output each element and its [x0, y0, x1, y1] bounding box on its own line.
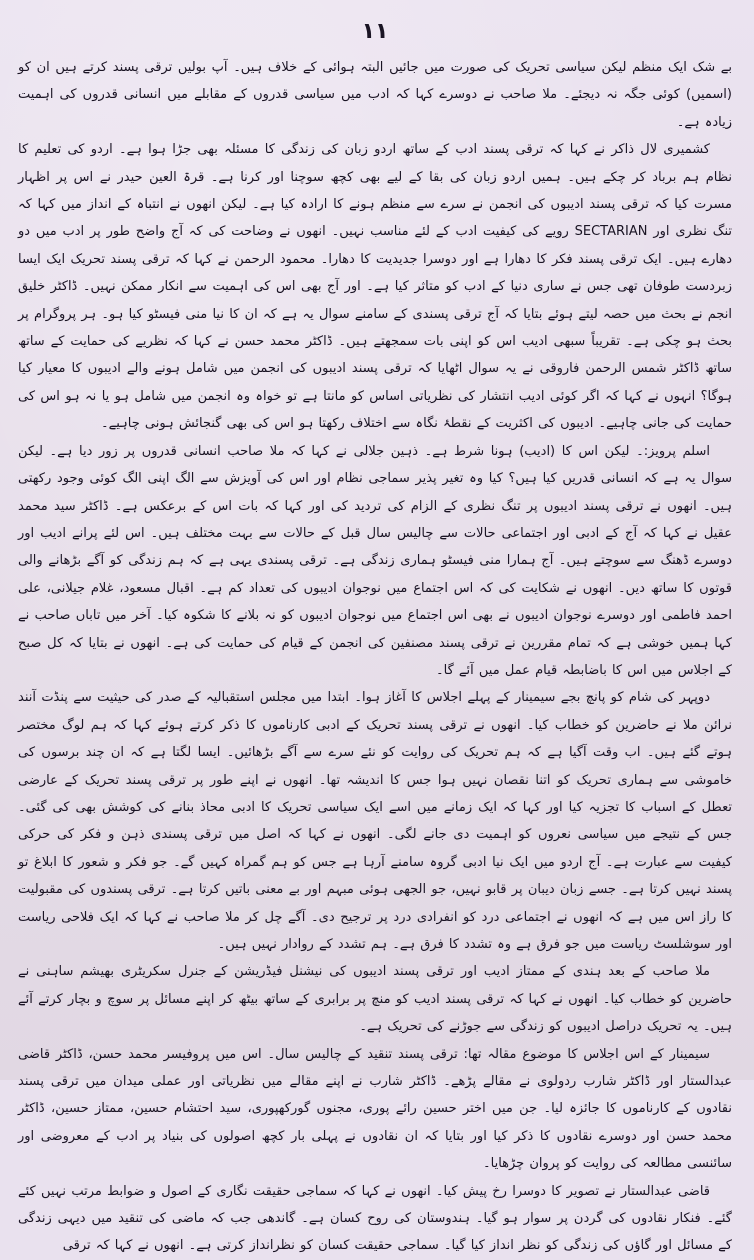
- page-number: ١١: [361, 19, 389, 44]
- paragraph: قاضی عبدالستار نے تصویر کا دوسرا رخ پیش کیا۔ انھوں نے کہا کہ سماجی حقیقت نگاری کے اصول و ضوابط مرتب نہیں کئے گئے۔ فنکار نقادوں کی گردن پر سوار ہو گیا۔ ہندوستان کی روح کسان ہے۔ گاندھی جب کہ ماضی کی تنقید میں دیہی زندگی کے مسائل اور گاؤں کی زندگی کو نظر انداز کیا گیا۔ سماجی حقیقت کسان کو نظرانداز کرتی ہے۔ انھوں نے کہا کہ ترقی: [18, 1183, 732, 1254]
- body-text: [18, 54, 732, 1260]
- paragraph: اسلم پرویز:۔ لیکن اس کا (ادیب) ہونا شرط ہے۔ ذہین جلالی نے کہا کہ ملا صاحب انسانی قدروں پر زور دیا ہے۔ لیکن سوال یہ ہے کہ انسانی قدریں کیا ہیں؟ کیا وہ تغیر پذیر سماجی نظام اور اس کی آویزش سے الگ اپنی الگ کوئی وجود رکھتی ہیں۔ انھوں نے ترقی پسند ادیبوں پر تنگ نظری کے الزام کی تردید کی اور کہا کہ بات اس کے برعکس ہے۔ ڈاکٹر سید محمد عقیل نے کہا کہ آج کے ادبی اور اجتماعی حالات سے چالیس سال قبل کے حالات سے بہت مختلف ہیں۔ اس لئے پرانے ادیب اور دوسرے ڈھنگ سے سوچتے ہیں۔ آج ہمارا منی فیسٹو ہماری زندگی ہے۔ ترقی پسندی یہی ہے کہ ہم زندگی کو آگے بڑھانے والی قوتوں کا ساتھ دیں۔ انھوں نے شکایت کی کہ اس اجتماع میں نوجوان ادیبوں کی تعداد کم ہے۔ اقبال مسعود، غلام جیلانی، علی احمد فاطمی اور دوسرے نوجوان ادیبوں نے بھی اس اجتماع میں نوجوان ادیبوں کو نہ بلانے کا شکوہ کیا۔ آخر میں تاباں صاحب نے کہا ہمیں خوشی ہے کہ تمام مقررین نے ترقی پسند مصنفین کی انجمن کے قیام کی حمایت کی ہے۔ انھوں نے بتایا کہ کل صبح کے اجلاس میں اس کا باضابطہ قیام عمل میں آئے گا۔: [18, 443, 732, 678]
- paragraph: ملا صاحب کے بعد ہندی کے ممتاز ادیب اور ترقی پسند ادیبوں کی نیشنل فیڈریشن کے جنرل سکریٹری بھیشم ساہنی نے حاضرین کو خطاب کیا۔ انھوں نے کہا کہ ترقی پسند ادیب کو منچ پر برابری کے ساتھ بیٹھ کر اپنے مسائل پر سوچ و بچار کرتے آئے ہیں۔ یہ تحریک دراصل ادیبوں کو زندگی سے جوڑنے کی تحریک ہے۔: [18, 964, 732, 1035]
- paragraph: بے شک ایک منظم لیکن سیاسی تحریک کی صورت میں جائیں البتہ ہوائی کے خلاف ہیں۔ آپ بولیں ترقی پسند کرتے ہیں ان کو (اسمیں) کوئی جگہ نہ دیجئے۔ ملا صاحب نے دوسرے کہا کہ ادب میں سیاسی قدروں کے مقابلے میں انسانی قدروں کی اہمیت زیادہ ہے۔: [18, 60, 732, 130]
- paragraph: سیمینار کے اس اجلاس کا موضوع مقالہ تھا: ترقی پسند تنقید کے چالیس سال۔ اس میں پروفیسر محمد حسن، ڈاکٹر قاضی عبدالستار اور ڈاکٹر شارب ردولوی نے مقالے پڑھے۔ ڈاکٹر شارب نے اپنے مقالے میں نظریاتی اور عملی میدان میں ترقی پسند نقادوں کے کارناموں کا جائزہ لیا۔ جن میں اختر حسین رائے پوری، مجنوں گورکھپوری، سید احتشام حسین، ممتاز حسین، ڈاکٹر محمد حسن اور دوسرے نقادوں کا ذکر کیا اور بتایا کہ ان نقادوں نے پہلی بار کچھ اصولوں کی بنیاد پر ادب کے معروضی اور سائنسی مطالعہ کی روایت کو پروان چڑھایا۔: [18, 1046, 732, 1172]
- paragraph: دوپہر کی شام کو پانچ بجے سیمینار کے پہلے اجلاس کا آغاز ہوا۔ ابتدا میں مجلس استقبالیہ کے صدر کی حیثیت سے پنڈت آنند نرائن ملا نے حاضرین کو خطاب کیا۔ انھوں نے ترقی پسند تحریک کے ادبی کارناموں کا ذکر کرتے ہوئے کہا کہ ہم لوگ مختصر ہوتے گئے ہیں۔ اب وقت آگیا ہے کہ ہم تحریک کی روایت کو نئے سرے سے آگے بڑھائیں۔ ایسا لگتا ہے کہ ان چند برسوں کی خاموشی سے ہماری تحریک کو اتنا نقصان نہیں ہوا جس کا اندیشہ تھا۔ انھوں نے اپنے طور پر ترقی پسند تحریک کے عارضی تعطل کے اسباب کا تجزیہ کیا اور کہا کہ ایک زمانے میں اسے ایک سیاسی تحریک کا ادبی محاذ بنانے کی کوشش بھی کی گئی۔ جس کے نتیجے میں سیاسی نعروں کو اہمیت دی جانے لگی۔ انھوں نے کہا کہ اصل میں ترقی پسندی ذہن و فکر کی حرکی کیفیت سے عبارت ہے۔ آج اردو میں ایک نیا ادبی گروہ سامنے آرہا ہے جس کو ہم گمراہ کہیں گے۔ جو فکر و شعور کا ابلاغ تو پسند نہیں کرتا ہے۔ جسے زبان دیبان پر قابو نہیں، جو الجھی ہوئی مبہم اور بے معنی باتیں کرتا ہے۔ ترقی پسندوں کی مقبولیت کا راز اس میں ہے کہ انھوں نے اجتماعی درد کو انفرادی درد پر ترجیح دی۔ آگے چل کر ملا صاحب نے کہا کہ ایک فلاحی ریاست اور سوشلسٹ ریاست میں جو فرق ہے وہ تشدد کا فرق ہے۔ ہم تشدد کے روادار نہیں ہیں۔: [18, 690, 732, 952]
- paragraph: کشمیری لال ذاکر نے کہا کہ ترقی پسند ادب کے ساتھ اردو زبان کی زندگی کا مسئلہ بھی جڑا ہوا ہے۔ اردو کی تعلیم کا نظام ہم برباد کر چکے ہیں۔ ہمیں اردو زبان کی بقا کے لیے بھی کچھ سوچنا اور کرنا ہے۔ قرۃ العین حیدر نے اس پر اظہار مسرت کیا کہ ترقی پسند ادیبوں کی انجمن نے سرے سے منظم ہونے کا ارادہ کیا ہے۔ لیکن انھوں نے انتباہ کے انداز میں کہا کہ تنگ نظری اور SECTARIAN رویے کی کیفیت ادب کے لئے مناسب نہیں۔ انھوں نے وضاحت کی کہ آج واضح طور پر ادب میں دو دھارے ہیں۔ ایک ترقی پسند فکر کا دھارا ہے اور دوسرا جدیدیت کا دھارا۔ محمود الرحمن نے کہا کہ ترقی پسند تحریک ایک ایسا زبردست طوفان تھی جس نے ساری دنیا کے ادب کو متاثر کیا ہے۔ اور آج بھی اس کی اہمیت سے انکار ممکن نہیں۔ ڈاکٹر خلیق انجم نے بحث میں حصہ لیتے ہوئے بتایا کہ آج ترقی پسندی کے سامنے سوال یہ ہے کہ ان کا نیا منی فیسٹو کیا ہو۔ ہر پروگرام پر بحث ہو چکی ہے۔ تقریباً سبھی ادیب اس کو اپنی بات سمجھتے ہیں۔ ڈاکٹر محمد حسن نے کہا کہ نظریے کی حمایت کے ساتھ ساتھ ڈاکٹر شمس الرحمن فاروقی نے یہ سوال اٹھایا کہ ترقی پسند ادیبوں کی انجمن میں شامل ہونے والے ادیبوں کا معیار کیا ہوگا؟ انہوں نے کہا کہ اگر کوئی ادیب انتشار کی نظریاتی اساس کو مانتا ہے تو خواہ وہ انجمن میں شامل ہو یا نہ ہو اس کی حمایت کی جانی چاہیے۔ ادیبوں کی اکثریت کے نقطۂ نگاہ سے اختلاف رکھتا ہو اس کی بھی گنجائش ہونی چاہیے۔: [18, 142, 732, 432]
